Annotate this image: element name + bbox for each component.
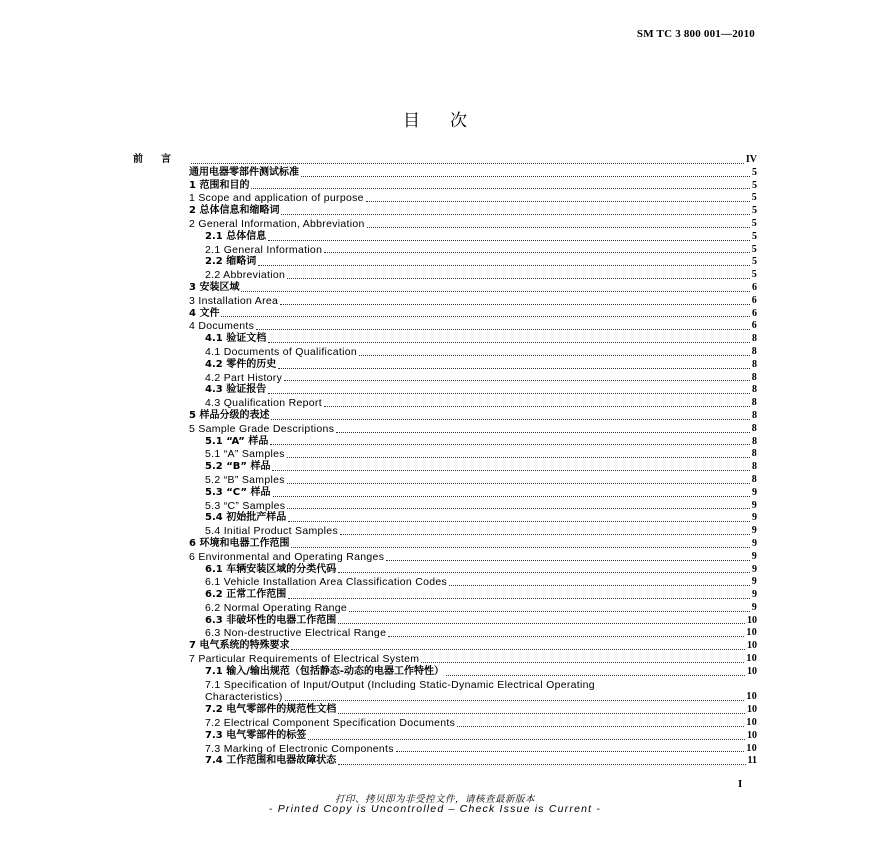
toc-page-number: 5	[751, 269, 757, 281]
toc-entry[interactable]	[133, 730, 757, 743]
toc-entry-text: 6.3 非破坏性的电器工作范围	[205, 614, 337, 626]
toc-page-number: 9	[752, 512, 757, 524]
toc-dot-leader	[281, 214, 750, 215]
toc-dot-leader	[270, 444, 750, 445]
toc-dot-leader	[449, 585, 750, 586]
toc-page-number: 9	[751, 601, 757, 613]
toc-page-number: 8	[751, 448, 757, 460]
toc-entry[interactable]	[133, 525, 757, 538]
toc-entry[interactable]	[133, 538, 757, 551]
toc-entry[interactable]	[133, 192, 757, 205]
toc-entry-text: 4.3 Qualification Report	[205, 397, 322, 410]
toc-entry[interactable]	[133, 615, 757, 628]
toc-entry[interactable]	[133, 320, 757, 333]
toc-entry-text: 6 Environmental and Operating Ranges	[189, 550, 385, 563]
toc-entry-text: 6.1 车辆安装区域的分类代码	[205, 563, 337, 575]
toc-entry[interactable]	[133, 512, 757, 525]
toc-page-number: 8	[751, 371, 757, 383]
toc-dot-leader	[287, 278, 750, 279]
toc-page-number: 10	[746, 691, 757, 703]
document-code: SM TC 3 800 001—2010	[636, 28, 755, 40]
toc-page-number: 5	[751, 192, 757, 204]
toc-entry-text: 7.3 Marking of Electronic Components	[205, 742, 394, 755]
toc-entry-text: 4.2 零件的历史	[205, 358, 277, 370]
toc-entry[interactable]	[133, 205, 757, 218]
toc-entry-text: 2.1 General Information	[205, 243, 323, 256]
toc-page-number: 8	[752, 435, 757, 447]
toc-entry-text: 5.4 初始批产样品	[205, 512, 287, 524]
toc-dot-leader	[288, 521, 750, 522]
toc-entry-text: 2.1 总体信息	[205, 230, 267, 242]
toc-entry[interactable]	[133, 461, 757, 474]
toc-page-number: 9	[751, 499, 757, 511]
toc-page-number: 8	[752, 409, 757, 421]
toc-page-number: 6	[752, 307, 757, 319]
toc-entry[interactable]	[133, 640, 757, 653]
toc-entry[interactable]	[133, 384, 757, 397]
toc-entry-text: 2 General Information, Abbreviation	[189, 217, 365, 230]
toc-entry-text: 7.2 电气零部件的规范性文档	[205, 704, 337, 716]
toc-entry-text: 5.3 “C” Samples	[205, 499, 286, 512]
toc-page-number: 6	[751, 320, 757, 332]
toc-dot-leader	[338, 764, 745, 765]
toc-entry-text: 7.1 Specification of Input/Output (Including Static-Dynamic Electrical Operating	[205, 678, 595, 691]
toc-entry-text: 3 安装区域	[189, 281, 240, 293]
toc-entry-text: 7.1 输入/输出规范（包括静态-动态的电器工作特性）	[205, 665, 444, 677]
toc-entry[interactable]	[133, 589, 757, 602]
toc-entry-text: 2.2 Abbreviation	[205, 269, 286, 282]
toc-entry[interactable]	[133, 755, 757, 768]
toc-entry-text: 5.2 “B” 样品	[205, 461, 271, 473]
toc-dot-leader	[301, 176, 750, 177]
toc-entry-text: 4.1 Documents of Qualification	[205, 345, 357, 358]
toc-page-number: 8	[751, 397, 757, 409]
toc-entry[interactable]	[133, 231, 757, 244]
toc-entry-text: 6.1 Vehicle Installation Area Classification Codes	[205, 576, 448, 589]
toc-entry[interactable]	[133, 436, 757, 449]
toc-dot-leader	[421, 662, 744, 663]
toc-page-number: IV	[745, 154, 757, 165]
toc-dot-leader	[396, 751, 745, 752]
toc-dot-leader	[287, 483, 750, 484]
toc-entry-text: 5.4 Initial Product Samples	[205, 525, 338, 538]
toc-page-number: 9	[751, 525, 757, 537]
toc-entry[interactable]	[133, 653, 757, 666]
toc-dot-leader	[359, 355, 750, 356]
toc-entry[interactable]	[133, 397, 757, 410]
toc-dot-leader	[271, 419, 750, 420]
toc-entry-text: 前言	[133, 154, 189, 165]
toc-page-number: 5	[752, 230, 757, 242]
toc-entry-text: 1 Scope and application of purpose	[189, 192, 364, 205]
toc-page-number: 5	[752, 179, 757, 191]
toc-entry-text: 6.2 正常工作范围	[205, 589, 287, 601]
toc-page-number: 10	[747, 704, 757, 716]
toc-dot-leader	[280, 304, 750, 305]
toc-dot-leader	[191, 163, 744, 164]
toc-entry[interactable]	[133, 295, 757, 308]
toc-page-number: 8	[752, 333, 757, 345]
toc-page-number: 10	[747, 640, 757, 652]
toc-page-number: 6	[752, 281, 757, 293]
toc-entry-text: 7.2 Electrical Component Specification Documents	[205, 717, 456, 730]
toc-dot-leader	[338, 623, 745, 624]
toc-dot-leader	[291, 649, 745, 650]
table-of-contents	[133, 154, 757, 768]
toc-entry-text: 4 文件	[189, 307, 220, 319]
toc-entry[interactable]	[133, 410, 757, 423]
toc-dot-leader	[258, 265, 750, 266]
toc-entry[interactable]	[133, 423, 757, 436]
toc-page-number: 10	[747, 729, 757, 741]
toc-entry[interactable]	[133, 167, 757, 180]
toc-dot-leader	[268, 342, 750, 343]
toc-dot-leader	[338, 713, 745, 714]
toc-entry-text: 通用电器零部件测试标准	[189, 166, 299, 178]
page-number: I	[738, 778, 743, 790]
toc-entry-text: 5 Sample Grade Descriptions	[189, 422, 335, 435]
toc-dot-leader	[457, 726, 744, 727]
toc-entry-text: 4 Documents	[189, 320, 255, 333]
toc-page-number: 9	[752, 537, 757, 549]
toc-entry-text-continued: Characteristics)	[205, 691, 283, 704]
toc-page-number: 8	[752, 384, 757, 396]
toc-page-number: 5	[751, 217, 757, 229]
toc-dot-leader	[288, 598, 750, 599]
toc-dot-leader	[338, 572, 750, 573]
toc-dot-leader	[446, 675, 745, 676]
toc-entry-text: 5 样品分级的表述	[189, 409, 270, 421]
toc-dot-leader	[273, 496, 750, 497]
toc-entry-text: 7 Particular Requirements of Electrical System	[189, 653, 420, 666]
toc-entry[interactable]	[133, 743, 757, 756]
toc-entry[interactable]	[133, 627, 757, 640]
toc-page-number: 10	[746, 742, 757, 754]
toc-entry[interactable]	[133, 602, 757, 615]
toc-entry-text: 5.1 “A” 样品	[205, 435, 269, 447]
toc-entry-preface[interactable]	[133, 154, 757, 167]
toc-entry[interactable]	[133, 372, 757, 385]
toc-entry-text: 7.3 电气零部件的标签	[205, 729, 307, 741]
toc-entry[interactable]	[133, 666, 757, 679]
toc-entry-text: 4.1 验证文档	[205, 333, 267, 345]
toc-entry-text: 6 环境和电器工作范围	[189, 537, 290, 549]
toc-dot-leader	[285, 700, 745, 701]
toc-page-number: 9	[752, 486, 757, 498]
toc-page-number: 5	[752, 166, 757, 178]
toc-dot-leader	[268, 240, 750, 241]
toc-page-number: 10	[747, 665, 757, 677]
toc-dot-leader	[324, 252, 749, 253]
toc-entry[interactable]	[133, 269, 757, 282]
toc-dot-leader	[367, 227, 750, 228]
toc-dot-leader	[388, 636, 744, 637]
toc-dot-leader	[291, 547, 750, 548]
toc-page-number: 6	[751, 294, 757, 306]
toc-dot-leader	[386, 560, 749, 561]
toc-page-number: 10	[746, 653, 757, 665]
footer-notice-cn: 打印、拷贝即为非受控文件，请核查最新版本	[334, 794, 535, 805]
toc-dot-leader	[256, 329, 750, 330]
toc-page-number: 8	[751, 473, 757, 485]
toc-page-number: 5	[752, 256, 757, 268]
toc-entry-text: 1 范围和目的	[189, 179, 250, 191]
toc-entry[interactable]	[133, 282, 757, 295]
toc-entry[interactable]	[133, 333, 757, 346]
toc-page-number: 8	[751, 345, 757, 357]
toc-dot-leader	[324, 406, 750, 407]
toc-dot-leader	[251, 188, 750, 189]
toc-entry[interactable]	[133, 448, 757, 461]
toc-entry[interactable]	[133, 679, 757, 705]
toc-page-number: 9	[751, 550, 757, 562]
toc-entry-text: 2 总体信息和缩略词	[189, 205, 280, 217]
toc-entry-text: 6.2 Normal Operating Range	[205, 601, 348, 614]
toc-dot-leader	[268, 393, 750, 394]
toc-entry[interactable]	[133, 704, 757, 717]
page-title: 目次	[403, 111, 497, 131]
toc-dot-leader	[221, 316, 750, 317]
toc-page-number: 10	[746, 627, 757, 639]
toc-entry[interactable]	[133, 551, 757, 564]
toc-page-number: 5	[752, 205, 757, 217]
toc-entry-text: 3 Installation Area	[189, 294, 279, 307]
toc-page-number: 10	[746, 717, 757, 729]
toc-dot-leader	[366, 201, 750, 202]
toc-entry[interactable]	[133, 487, 757, 500]
toc-entry-text: 2.2 缩略词	[205, 256, 257, 268]
toc-entry-text: 5.1 “A” Samples	[205, 448, 285, 461]
toc-dot-leader	[284, 380, 750, 381]
toc-page-number: 5	[751, 243, 757, 255]
toc-entry[interactable]	[133, 218, 757, 231]
toc-entry[interactable]	[133, 180, 757, 193]
toc-entry-text: 5.3 “C” 样品	[205, 486, 271, 498]
toc-entry[interactable]	[133, 717, 757, 730]
toc-entry[interactable]	[133, 346, 757, 359]
toc-entry-text: 7.4 工作范围和电器故障状态	[205, 755, 337, 767]
toc-page-number: 11	[747, 755, 757, 767]
toc-entry[interactable]	[133, 576, 757, 589]
toc-entry-text: 5.2 “B” Samples	[205, 473, 285, 486]
toc-entry[interactable]	[133, 256, 757, 269]
toc-entry[interactable]	[133, 474, 757, 487]
toc-page-number: 8	[751, 422, 757, 434]
toc-dot-leader	[278, 368, 750, 369]
toc-entry[interactable]	[133, 564, 757, 577]
toc-dot-leader	[287, 508, 749, 509]
toc-page-number: 9	[752, 589, 757, 601]
toc-entry-text: 7 电气系统的特殊要求	[189, 640, 290, 652]
toc-page-number: 8	[752, 461, 757, 473]
toc-page-number: 9	[751, 576, 757, 588]
toc-page-number: 9	[752, 563, 757, 575]
toc-dot-leader	[340, 534, 750, 535]
toc-entry-text: 6.3 Non-destructive Electrical Range	[205, 627, 387, 640]
toc-dot-leader	[272, 470, 750, 471]
toc-entry[interactable]	[133, 308, 757, 321]
toc-dot-leader	[336, 432, 749, 433]
toc-dot-leader	[349, 611, 750, 612]
toc-dot-leader	[241, 291, 750, 292]
footer-notice-en: - Printed Copy is Uncontrolled – Check Issue is Current -	[268, 803, 602, 815]
toc-entry-text: 4.3 验证报告	[205, 384, 267, 396]
toc-dot-leader	[287, 457, 750, 458]
toc-entry[interactable]	[133, 500, 757, 513]
toc-entry[interactable]	[133, 244, 757, 257]
toc-dot-leader	[308, 739, 745, 740]
toc-entry[interactable]	[133, 359, 757, 372]
toc-entry-text: 4.2 Part History	[205, 371, 283, 384]
toc-page-number: 10	[747, 614, 757, 626]
toc-page-number: 8	[752, 358, 757, 370]
